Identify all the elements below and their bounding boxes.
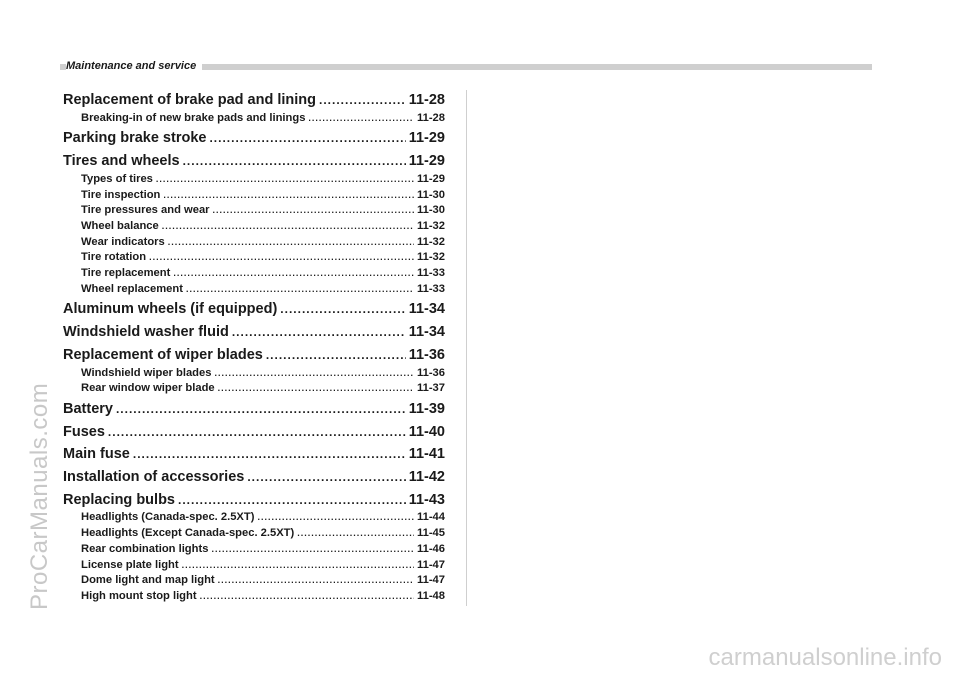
toc-entry-page: 11-29 xyxy=(408,153,445,170)
toc-entry-page: 11-40 xyxy=(408,423,445,440)
toc-entry-page: 11-36 xyxy=(417,366,445,379)
toc-entry-title: Wheel balance xyxy=(81,219,159,232)
toc-subentry[interactable] xyxy=(63,589,445,605)
toc-entry-page: 11-29 xyxy=(417,172,445,185)
toc-entry[interactable] xyxy=(63,299,445,320)
toc-entry[interactable] xyxy=(63,467,445,488)
toc-entry-title: Dome light and map light xyxy=(81,574,215,587)
toc-subentry[interactable] xyxy=(63,366,445,382)
toc-entry-title: Tire inspection xyxy=(81,188,161,201)
side-watermark: ProCarManuals.com xyxy=(26,382,53,610)
toc-entry[interactable] xyxy=(63,399,445,420)
toc-subentry[interactable] xyxy=(63,266,445,282)
toc-entry-page: 11-32 xyxy=(417,251,445,264)
toc-entry-title: Installation of accessories xyxy=(63,469,245,486)
dot-leader xyxy=(156,172,414,188)
toc-entry-page: 11-41 xyxy=(408,446,445,463)
toc-entry-title: Fuses xyxy=(63,423,105,440)
toc-entry-page: 11-29 xyxy=(408,130,445,147)
dot-leader xyxy=(266,345,406,366)
toc-entry-title: Wheel replacement xyxy=(81,282,183,295)
toc-entry-page: 11-34 xyxy=(408,301,445,318)
toc-entry-page: 11-32 xyxy=(417,235,445,248)
toc-entry-title: Rear combination lights xyxy=(81,542,209,555)
toc-entry-page: 11-47 xyxy=(417,558,445,571)
dot-leader xyxy=(178,490,406,511)
dot-leader xyxy=(116,399,406,420)
toc-subentry[interactable] xyxy=(63,526,445,542)
toc-entry-page: 11-30 xyxy=(417,204,445,217)
dot-leader xyxy=(232,322,406,343)
dot-leader xyxy=(108,422,406,443)
toc-entry-title: Tire replacement xyxy=(81,267,171,280)
dot-leader xyxy=(183,151,406,172)
toc-entry-page: 11-37 xyxy=(417,382,445,395)
section-title: Maintenance and service xyxy=(66,59,202,73)
toc-entry-title: Tires and wheels xyxy=(63,153,180,170)
toc-entry-page: 11-39 xyxy=(408,400,445,417)
toc-entry-title: Windshield wiper blades xyxy=(81,366,212,379)
toc-subentry[interactable] xyxy=(63,381,445,397)
toc-subentry[interactable] xyxy=(63,558,445,574)
toc-entry-title: Tire pressures and wear xyxy=(81,204,210,217)
toc-entry[interactable] xyxy=(63,490,445,511)
toc-entry-title: Rear window wiper blade xyxy=(81,382,215,395)
dot-leader xyxy=(218,381,414,397)
toc-entry-page: 11-42 xyxy=(408,469,445,486)
dot-leader xyxy=(168,235,414,251)
toc-subentry[interactable] xyxy=(63,282,445,298)
toc-entry-page: 11-44 xyxy=(417,511,445,524)
toc-subentry[interactable] xyxy=(63,203,445,219)
dot-leader xyxy=(280,299,405,320)
dot-leader xyxy=(173,266,414,282)
toc-entry-page: 11-28 xyxy=(417,111,445,124)
toc-entry-page: 11-33 xyxy=(417,282,445,295)
toc-entry-title: Replacement of wiper blades xyxy=(63,346,263,363)
toc-subentry[interactable] xyxy=(63,172,445,188)
dot-leader xyxy=(218,573,414,589)
dot-leader xyxy=(213,203,414,219)
toc-entry-title: Headlights (Canada-spec. 2.5XT) xyxy=(81,511,255,524)
toc-entry-title: Battery xyxy=(63,400,113,417)
toc-entry-page: 11-32 xyxy=(417,219,445,232)
dot-leader xyxy=(133,444,406,465)
dot-leader xyxy=(319,90,406,111)
toc-entry-title: High mount stop light xyxy=(81,589,197,602)
dot-leader xyxy=(297,526,414,542)
toc-subentry[interactable] xyxy=(63,235,445,251)
toc-entry-title: Headlights (Except Canada-spec. 2.5XT) xyxy=(81,527,295,540)
toc-entry-page: 11-30 xyxy=(417,188,445,201)
dot-leader xyxy=(308,111,414,127)
toc-entry-title: Windshield washer fluid xyxy=(63,324,229,341)
dot-leader xyxy=(209,128,405,149)
toc-entry-page: 11-48 xyxy=(417,589,445,602)
dot-leader xyxy=(162,219,414,235)
toc-entry[interactable] xyxy=(63,151,445,172)
dot-leader xyxy=(257,510,414,526)
dot-leader xyxy=(186,282,414,298)
toc-subentry[interactable] xyxy=(63,219,445,235)
toc-subentry[interactable] xyxy=(63,111,445,127)
dot-leader xyxy=(149,250,414,266)
toc-entry-page: 11-33 xyxy=(417,267,445,280)
dot-leader xyxy=(247,467,405,488)
toc-entry-title: Parking brake stroke xyxy=(63,130,207,147)
toc-entry-page: 11-43 xyxy=(408,491,445,508)
toc-entry[interactable] xyxy=(63,422,445,443)
toc-entry-page: 11-34 xyxy=(408,324,445,341)
dot-leader xyxy=(163,188,414,204)
toc-entry[interactable] xyxy=(63,128,445,149)
dot-leader xyxy=(182,558,414,574)
toc-subentry[interactable] xyxy=(63,250,445,266)
toc-entry-page: 11-45 xyxy=(417,527,445,540)
toc-entry[interactable] xyxy=(63,444,445,465)
toc-entry-title: Aluminum wheels (if equipped) xyxy=(63,301,278,318)
toc-entry-title: Main fuse xyxy=(63,446,130,463)
bottom-watermark: carmanualsonline.info xyxy=(708,644,942,671)
toc-entry-page: 11-28 xyxy=(408,92,445,108)
toc-entry-title: Replacement of brake pad and lining xyxy=(63,92,316,108)
toc-entry-page: 11-47 xyxy=(417,574,445,587)
dot-leader xyxy=(200,589,414,605)
toc-subentry[interactable] xyxy=(63,542,445,558)
toc-entry-title: Wear indicators xyxy=(81,235,165,248)
toc-subentry[interactable] xyxy=(63,188,445,204)
table-of-contents xyxy=(63,90,445,605)
toc-entry-title: Tire rotation xyxy=(81,251,147,264)
toc-entry-page: 11-46 xyxy=(417,542,445,555)
toc-entry[interactable] xyxy=(63,90,445,111)
toc-subentry[interactable] xyxy=(63,573,445,589)
toc-subentry[interactable] xyxy=(63,510,445,526)
dot-leader xyxy=(214,366,414,382)
toc-entry[interactable] xyxy=(63,322,445,343)
toc-entry-title: Types of tires xyxy=(81,172,153,185)
toc-entry-title: License plate light xyxy=(81,558,179,571)
toc-entry-title: Replacing bulbs xyxy=(63,491,175,508)
toc-entry-title: Breaking-in of new brake pads and linings xyxy=(81,111,306,124)
column-divider xyxy=(466,90,467,606)
dot-leader xyxy=(211,542,414,558)
toc-entry-page: 11-36 xyxy=(408,346,445,363)
toc-entry[interactable] xyxy=(63,345,445,366)
